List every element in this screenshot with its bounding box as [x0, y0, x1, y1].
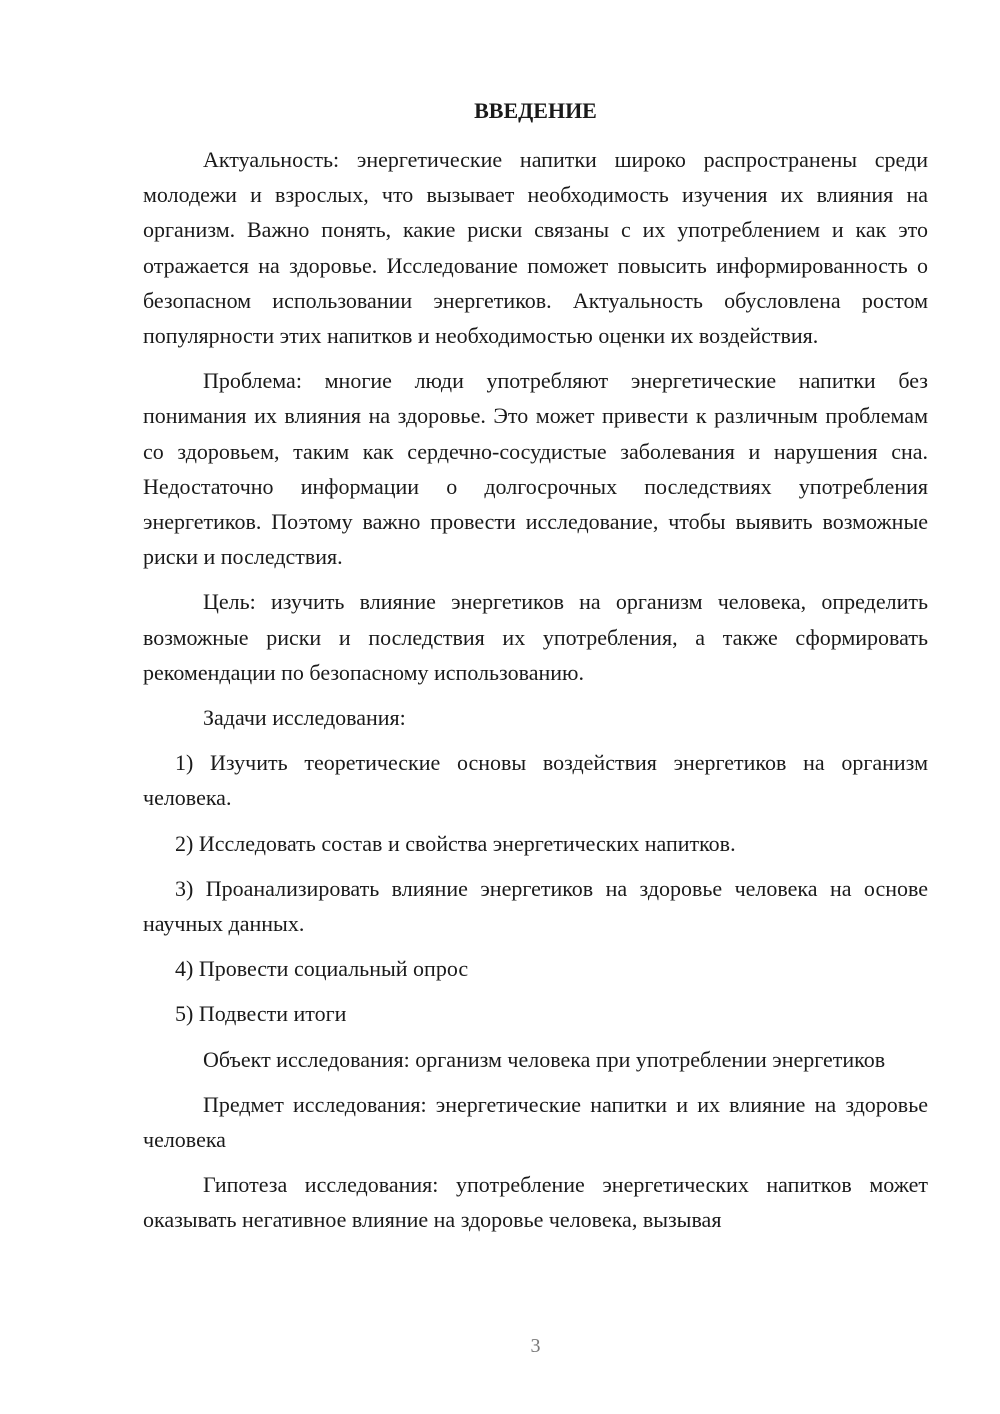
- task-item: 2) Исследовать состав и свойства энергетических напитков.: [175, 830, 736, 856]
- page-number: 3: [530, 1335, 541, 1357]
- page-title: ВВЕДЕНИЕ: [474, 98, 597, 123]
- task-item: 5) Подвести итоги: [175, 1001, 347, 1027]
- paragraph-tasks-heading: Задачи исследования:: [203, 705, 406, 731]
- paragraph-problem: Проблема: многие люди употребляют энергетические напитки без понимания их влияния на здоровье. Это может привести к различным проблемам со здоровьем, таким как сердечно-сосудистые заболевания и нарушения сна. Недостаточно информации о долгосрочных последствиях употребления энергетиков. Поэтому важно провести исследование, чтобы выявить возможные риски и последствия.: [143, 368, 928, 570]
- task-item: 4) Провести социальный опрос: [175, 956, 469, 982]
- paragraph-goal: Цель: изучить влияние энергетиков на организм человека, определить возможные риски и последствия их употребления, а также сформировать рекомендации по безопасному использованию.: [143, 589, 928, 685]
- task-item: 3) Проанализировать влияние энергетиков на здоровье человека на основе научных данных.: [143, 875, 928, 937]
- paragraph-subject: Предмет исследования: энергетические напитки и их влияние на здоровье человека: [143, 1091, 928, 1153]
- paragraph-object: Объект исследования: организм человека при употреблении энергетиков: [203, 1046, 886, 1072]
- document-page: [143, 0, 928, 1414]
- paragraph-hypothesis: Гипотеза исследования: употребление энергетических напитков может оказывать негативное влияние на здоровье человека, вызывая: [143, 1172, 928, 1233]
- paragraph-relevance: Актуальность: энергетические напитки широко распространены среди молодежи и взрослых, что вызывает необходимость изучения их влияния на организм. Важно понять, какие риски связаны с их употреблением и как это отражается на здоровье. Исследование поможет повысить информированность о безопасном использовании энергетиков. Актуальность обусловлена ростом популярности этих напитков и необходимостью оценки их воздействия.: [143, 147, 928, 349]
- document-body: [143, 142, 928, 1248]
- task-item: 1) Изучить теоретические основы воздействия энергетиков на организм человека.: [143, 750, 928, 811]
